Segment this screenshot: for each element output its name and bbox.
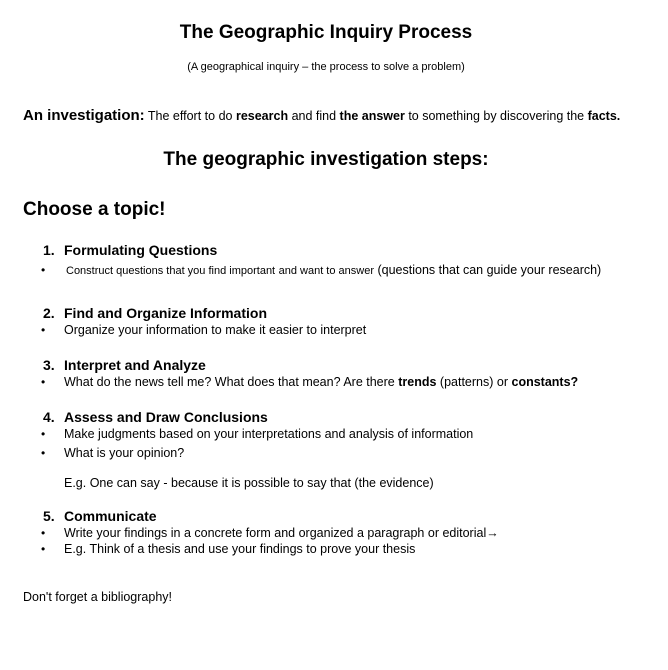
step-number: 1. [43,242,55,258]
step-1-heading [43,242,218,260]
bullet-text-part: What do the news tell me? What does that mean? Are there [64,375,395,389]
step-title: Formulating Questions [64,242,218,258]
step-3-bullet-1 [64,375,578,389]
step-3-heading [43,357,206,375]
step-title: Find and Organize Information [64,305,267,321]
definition-bold-2: the answer [339,109,405,123]
step-title: Communicate [64,508,157,524]
step-2-heading [43,305,267,323]
step-2-bullet-1: Organize your information to make it easier to interpret [64,323,367,337]
bullet-text-part: Construct questions that you find important [66,265,276,277]
definition-text-2: and find [291,109,337,123]
bullet-point: • [41,446,46,460]
step-number: 4. [43,409,55,425]
footer-note: Don't forget a bibliography! [23,590,173,604]
bullet-bold-part: constants? [511,375,579,389]
definition-text-1: The effort to do [147,109,233,123]
step-5-heading [43,508,157,526]
bullet-text-part: Write your findings in a concrete form and organized a paragraph or editorial [64,526,487,540]
step-1-bullet-1 [66,263,601,277]
bullet-bold-part: trends [398,375,437,389]
step-number: 2. [43,305,55,321]
step-5-bullet-2: E.g. Think of a thesis and use your findings to prove your thesis [64,542,416,556]
step-4-note: E.g. One can say - because it is possible to say that (the evidence) [64,476,434,490]
step-4-bullet-1: Make judgments based on your interpretations and analysis of information [64,427,474,441]
definition-lead: An investigation: [23,107,145,124]
step-4-bullet-2: What is your opinion? [64,446,185,460]
bullet-point: • [41,542,46,556]
bullet-point: • [41,375,46,389]
step-5-bullet-1 [64,526,499,540]
page-subtitle: (A geographical inquiry – the process to solve a problem) [187,61,465,73]
bullet-point: • [41,263,46,277]
arrow-right-icon: → [486,526,499,540]
bullet-text-part: (questions that can guide your research) [377,263,602,277]
bullet-point: • [41,323,46,337]
bullet-point: • [41,526,46,540]
step-number: 5. [43,508,55,524]
step-4-heading [43,409,268,427]
definition-text-3: to something by discovering the [408,109,585,123]
bullet-text-part: and want to answer [278,265,374,277]
step-number: 3. [43,357,55,373]
step-title: Assess and Draw Conclusions [64,409,268,425]
step-title: Interpret and Analyze [64,357,206,373]
definition-bold-3: facts. [587,109,621,123]
bullet-text-part: (patterns) or [439,375,509,389]
bullet-point: • [41,427,46,441]
steps-heading: The geographic investigation steps: [163,149,489,170]
definition-bold-1: research [235,109,289,123]
definition-line [23,107,620,124]
topic-heading: Choose a topic! [23,199,166,220]
page-title: The Geographic Inquiry Process [179,22,473,43]
